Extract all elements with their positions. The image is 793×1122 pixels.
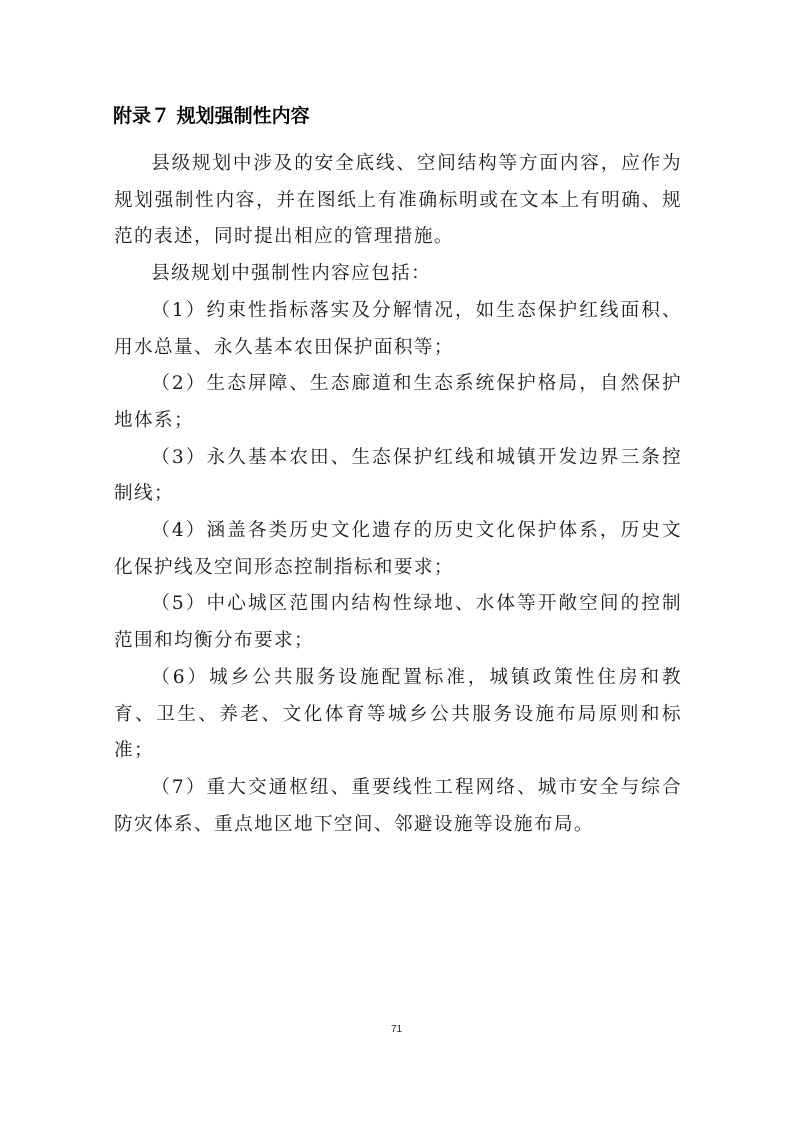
list-item-5: （5）中心城区范围内结构性绿地、水体等开敞空间的控制范围和均衡分布要求； <box>114 593 682 652</box>
document-body <box>114 146 682 843</box>
list-item-6: （6）城乡公共服务设施配置标准，城镇政策性住房和教育、卫生、养老、文化体育等城乡公共服务设施布局原则和标准； <box>114 666 682 762</box>
list-item-3: （3）永久基本农田、生态保护红线和城镇开发边界三条控制线； <box>114 446 682 505</box>
page-number: 71 <box>390 1024 403 1035</box>
list-intro-paragraph: 县级规划中强制性内容应包括： <box>151 263 432 285</box>
list-item-1: （1）约束性指标落实及分解情况，如生态保护红线面积、用水总量、永久基本农田保护面积等； <box>114 299 682 358</box>
list-item-7: （7）重大交通枢纽、重要线性工程网络、城市安全与综合防灾体系、重点地区地下空间、邻避设施等设施布局。 <box>114 776 682 835</box>
appendix-heading: 附录７ 规划强制性内容 <box>113 105 310 127</box>
intro-paragraph: 县级规划中涉及的安全底线、空间结构等方面内容，应作为规划强制性内容，并在图纸上有准确标明或在文本上有明确、规范的表述，同时提出相应的管理措施。 <box>114 153 682 248</box>
list-item-2: （2）生态屏障、生态廊道和生态系统保护格局，自然保护地体系； <box>114 373 682 431</box>
list-item-4: （4）涵盖各类历史文化遗存的历史文化保护体系，历史文化保护线及空间形态控制指标和要求； <box>114 520 682 578</box>
